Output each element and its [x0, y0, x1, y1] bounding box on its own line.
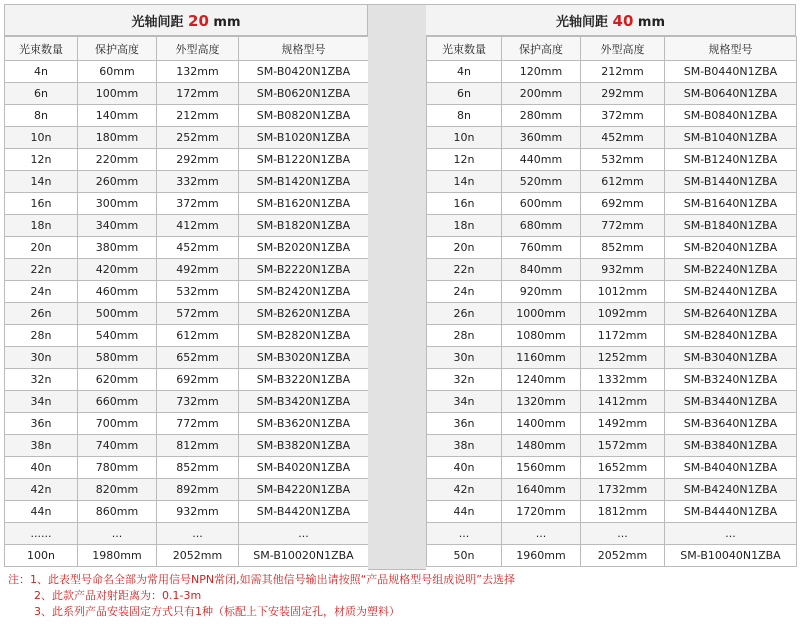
table-row: [5, 259, 369, 281]
table-row: [427, 369, 797, 391]
cell-model: SM-B2040N1ZBA: [665, 237, 797, 259]
cell-model: SM-B0840N1ZBA: [665, 105, 797, 127]
cell-outer-height: 1652mm: [581, 457, 665, 479]
cell-beam-count: 36n: [5, 413, 78, 435]
footnotes: [8, 572, 515, 620]
table-row: [5, 457, 369, 479]
cell-outer-height: 372mm: [581, 105, 665, 127]
cell-model: SM-B1620N1ZBA: [239, 193, 369, 215]
cell-beam-count: 18n: [5, 215, 78, 237]
table-row: [5, 391, 369, 413]
table-row: [5, 303, 369, 325]
cell-outer-height: 1012mm: [581, 281, 665, 303]
cell-beam-count: 4n: [427, 61, 502, 83]
cell-protect-height: ...: [78, 523, 157, 545]
table-row: [427, 347, 797, 369]
header-row: [5, 37, 369, 61]
cell-protect-height: 260mm: [78, 171, 157, 193]
cell-model: SM-B0420N1ZBA: [239, 61, 369, 83]
table-row: [427, 215, 797, 237]
cell-outer-height: 932mm: [157, 501, 239, 523]
table-row: [427, 105, 797, 127]
cell-model: SM-B10040N1ZBA: [665, 545, 797, 567]
cell-protect-height: 760mm: [502, 237, 581, 259]
table-row: [5, 105, 369, 127]
table-row: [427, 501, 797, 523]
cell-outer-height: 852mm: [157, 457, 239, 479]
cell-protect-height: 660mm: [78, 391, 157, 413]
cell-beam-count: 34n: [427, 391, 502, 413]
cell-protect-height: 580mm: [78, 347, 157, 369]
cell-outer-height: 1812mm: [581, 501, 665, 523]
spec-table-body: [427, 61, 797, 567]
cell-outer-height: 332mm: [157, 171, 239, 193]
header-beam-count: 光束数量: [427, 37, 502, 61]
table-divider: [368, 4, 426, 570]
table-row: [427, 83, 797, 105]
cell-model: SM-B1240N1ZBA: [665, 149, 797, 171]
table-row: [427, 479, 797, 501]
cell-model: SM-B1640N1ZBA: [665, 193, 797, 215]
cell-outer-height: 1092mm: [581, 303, 665, 325]
cell-outer-height: 692mm: [157, 369, 239, 391]
note-line: 3、此系列产品安装固定方式只有1种（标配上下安装固定孔，材质为塑料）: [34, 605, 400, 618]
cell-protect-height: 1080mm: [502, 325, 581, 347]
cell-model: SM-B1020N1ZBA: [239, 127, 369, 149]
cell-beam-count: 40n: [427, 457, 502, 479]
cell-protect-height: 1560mm: [502, 457, 581, 479]
table-row: [5, 413, 369, 435]
cell-model: SM-B1420N1ZBA: [239, 171, 369, 193]
cell-beam-count: 24n: [5, 281, 78, 303]
cell-model: SM-B1220N1ZBA: [239, 149, 369, 171]
cell-model: SM-B3620N1ZBA: [239, 413, 369, 435]
table-row: [427, 303, 797, 325]
cell-model: SM-B1440N1ZBA: [665, 171, 797, 193]
header-row: [427, 37, 797, 61]
cell-outer-height: 1412mm: [581, 391, 665, 413]
table-row: [5, 281, 369, 303]
cell-outer-height: 532mm: [157, 281, 239, 303]
cell-beam-count: 20n: [427, 237, 502, 259]
table-row: [427, 149, 797, 171]
spec-table-40mm-panel: [426, 4, 796, 567]
table-title-40mm: [426, 4, 796, 36]
cell-beam-count: 28n: [427, 325, 502, 347]
cell-model: SM-B4220N1ZBA: [239, 479, 369, 501]
cell-outer-height: 932mm: [581, 259, 665, 281]
cell-model: ...: [665, 523, 797, 545]
cell-beam-count: 40n: [5, 457, 78, 479]
table-row: [427, 523, 797, 545]
table-row: [5, 325, 369, 347]
table-row: [5, 83, 369, 105]
cell-outer-height: 692mm: [581, 193, 665, 215]
cell-beam-count: 14n: [5, 171, 78, 193]
cell-beam-count: 18n: [427, 215, 502, 237]
cell-protect-height: 1320mm: [502, 391, 581, 413]
cell-model: SM-B0620N1ZBA: [239, 83, 369, 105]
cell-protect-height: 280mm: [502, 105, 581, 127]
cell-protect-height: 1000mm: [502, 303, 581, 325]
cell-protect-height: 500mm: [78, 303, 157, 325]
cell-protect-height: 820mm: [78, 479, 157, 501]
table-row: [427, 325, 797, 347]
header-outer-height: 外型高度: [157, 37, 239, 61]
cell-outer-height: 492mm: [157, 259, 239, 281]
cell-outer-height: ...: [581, 523, 665, 545]
table-row: [427, 259, 797, 281]
cell-beam-count: 14n: [427, 171, 502, 193]
title-prefix: 光轴间距: [555, 15, 608, 30]
cell-protect-height: 1240mm: [502, 369, 581, 391]
cell-beam-count: 22n: [427, 259, 502, 281]
note-line: 注：1、此表型号命名全部为常用信号NPN常闭,如需其他信号输出请按照“产品规格型号组成说明”去选择: [8, 573, 515, 586]
cell-protect-height: 740mm: [78, 435, 157, 457]
cell-model: SM-B2420N1ZBA: [239, 281, 369, 303]
cell-model: SM-B3840N1ZBA: [665, 435, 797, 457]
cell-model: SM-B3420N1ZBA: [239, 391, 369, 413]
cell-outer-height: 1332mm: [581, 369, 665, 391]
note-line: 2、此款产品对射距离为：0.1-3m: [34, 589, 202, 602]
cell-beam-count: 100n: [5, 545, 78, 567]
header-protect-height: 保护高度: [502, 37, 581, 61]
table-row: [427, 391, 797, 413]
table-row: [5, 545, 369, 567]
cell-beam-count: 34n: [5, 391, 78, 413]
cell-outer-height: 252mm: [157, 127, 239, 149]
table-row: [427, 127, 797, 149]
cell-model: SM-B2620N1ZBA: [239, 303, 369, 325]
table-row: [427, 413, 797, 435]
cell-outer-height: 132mm: [157, 61, 239, 83]
cell-model: SM-B2440N1ZBA: [665, 281, 797, 303]
cell-outer-height: 1572mm: [581, 435, 665, 457]
cell-model: SM-B3040N1ZBA: [665, 347, 797, 369]
table-row: [5, 435, 369, 457]
cell-protect-height: 700mm: [78, 413, 157, 435]
cell-protect-height: ...: [502, 523, 581, 545]
title-spacing-value: 20: [188, 12, 209, 30]
cell-outer-height: 612mm: [157, 325, 239, 347]
cell-model: SM-B1820N1ZBA: [239, 215, 369, 237]
cell-model: SM-B3820N1ZBA: [239, 435, 369, 457]
spec-table-20mm-panel: [4, 4, 368, 567]
table-row: [427, 435, 797, 457]
cell-beam-count: 26n: [5, 303, 78, 325]
cell-protect-height: 380mm: [78, 237, 157, 259]
cell-model: SM-B4420N1ZBA: [239, 501, 369, 523]
cell-beam-count: 32n: [427, 369, 502, 391]
cell-protect-height: 1400mm: [502, 413, 581, 435]
cell-outer-height: 1492mm: [581, 413, 665, 435]
cell-outer-height: 732mm: [157, 391, 239, 413]
table-row: [427, 457, 797, 479]
title-prefix: 光轴间距: [131, 15, 184, 30]
cell-model: SM-B0440N1ZBA: [665, 61, 797, 83]
cell-beam-count: 16n: [427, 193, 502, 215]
cell-protect-height: 780mm: [78, 457, 157, 479]
cell-model: SM-B4040N1ZBA: [665, 457, 797, 479]
cell-beam-count: 44n: [427, 501, 502, 523]
cell-model: SM-B4020N1ZBA: [239, 457, 369, 479]
table-row: [5, 501, 369, 523]
cell-outer-height: 1252mm: [581, 347, 665, 369]
cell-outer-height: 1172mm: [581, 325, 665, 347]
cell-beam-count: 32n: [5, 369, 78, 391]
cell-protect-height: 1160mm: [502, 347, 581, 369]
cell-outer-height: 172mm: [157, 83, 239, 105]
cell-protect-height: 520mm: [502, 171, 581, 193]
cell-beam-count: 10n: [5, 127, 78, 149]
cell-beam-count: 30n: [427, 347, 502, 369]
cell-protect-height: 60mm: [78, 61, 157, 83]
cell-protect-height: 860mm: [78, 501, 157, 523]
cell-protect-height: 140mm: [78, 105, 157, 127]
table-row: [427, 237, 797, 259]
cell-beam-count: 36n: [427, 413, 502, 435]
cell-protect-height: 840mm: [502, 259, 581, 281]
cell-outer-height: 292mm: [157, 149, 239, 171]
cell-outer-height: 532mm: [581, 149, 665, 171]
cell-outer-height: 572mm: [157, 303, 239, 325]
cell-outer-height: 852mm: [581, 237, 665, 259]
cell-protect-height: 1960mm: [502, 545, 581, 567]
spec-table-40mm: [426, 36, 797, 567]
cell-model: SM-B0820N1ZBA: [239, 105, 369, 127]
cell-beam-count: 16n: [5, 193, 78, 215]
spec-table-body: [5, 61, 369, 567]
cell-beam-count: 6n: [5, 83, 78, 105]
cell-outer-height: 892mm: [157, 479, 239, 501]
cell-model: SM-B4240N1ZBA: [665, 479, 797, 501]
cell-protect-height: 300mm: [78, 193, 157, 215]
table-row: [5, 193, 369, 215]
cell-protect-height: 440mm: [502, 149, 581, 171]
cell-model: SM-B2220N1ZBA: [239, 259, 369, 281]
cell-beam-count: 30n: [5, 347, 78, 369]
table-title-20mm: [4, 4, 368, 36]
cell-beam-count: ......: [5, 523, 78, 545]
title-unit: mm: [213, 15, 241, 30]
cell-outer-height: 212mm: [581, 61, 665, 83]
cell-outer-height: 772mm: [157, 413, 239, 435]
cell-beam-count: 28n: [5, 325, 78, 347]
cell-model: SM-B3440N1ZBA: [665, 391, 797, 413]
table-row: [5, 479, 369, 501]
cell-outer-height: 2052mm: [581, 545, 665, 567]
cell-beam-count: 50n: [427, 545, 502, 567]
header-model: 规格型号: [665, 37, 797, 61]
cell-model: SM-B4440N1ZBA: [665, 501, 797, 523]
cell-protect-height: 180mm: [78, 127, 157, 149]
cell-protect-height: 460mm: [78, 281, 157, 303]
table-row: [427, 545, 797, 567]
cell-beam-count: 24n: [427, 281, 502, 303]
cell-outer-height: 612mm: [581, 171, 665, 193]
cell-protect-height: 1980mm: [78, 545, 157, 567]
cell-model: SM-B3020N1ZBA: [239, 347, 369, 369]
cell-beam-count: 26n: [427, 303, 502, 325]
header-protect-height: 保护高度: [78, 37, 157, 61]
table-row: [5, 347, 369, 369]
cell-beam-count: 20n: [5, 237, 78, 259]
cell-beam-count: 38n: [427, 435, 502, 457]
cell-protect-height: 1480mm: [502, 435, 581, 457]
cell-model: SM-B2020N1ZBA: [239, 237, 369, 259]
table-row: [427, 61, 797, 83]
cell-model: SM-B2820N1ZBA: [239, 325, 369, 347]
cell-protect-height: 600mm: [502, 193, 581, 215]
table-row: [5, 149, 369, 171]
cell-beam-count: 8n: [5, 105, 78, 127]
cell-protect-height: 540mm: [78, 325, 157, 347]
cell-outer-height: ...: [157, 523, 239, 545]
cell-outer-height: 372mm: [157, 193, 239, 215]
cell-protect-height: 360mm: [502, 127, 581, 149]
cell-protect-height: 100mm: [78, 83, 157, 105]
cell-model: SM-B10020N1ZBA: [239, 545, 369, 567]
cell-outer-height: 292mm: [581, 83, 665, 105]
cell-beam-count: 8n: [427, 105, 502, 127]
cell-protect-height: 220mm: [78, 149, 157, 171]
cell-outer-height: 212mm: [157, 105, 239, 127]
cell-beam-count: ...: [427, 523, 502, 545]
cell-outer-height: 412mm: [157, 215, 239, 237]
title-unit: mm: [637, 15, 666, 30]
cell-outer-height: 2052mm: [157, 545, 239, 567]
cell-model: SM-B3220N1ZBA: [239, 369, 369, 391]
cell-model: SM-B2240N1ZBA: [665, 259, 797, 281]
cell-beam-count: 42n: [427, 479, 502, 501]
cell-beam-count: 4n: [5, 61, 78, 83]
header-model: 规格型号: [239, 37, 369, 61]
cell-beam-count: 12n: [5, 149, 78, 171]
cell-protect-height: 920mm: [502, 281, 581, 303]
cell-protect-height: 1720mm: [502, 501, 581, 523]
cell-model: SM-B3240N1ZBA: [665, 369, 797, 391]
cell-protect-height: 680mm: [502, 215, 581, 237]
cell-outer-height: 1732mm: [581, 479, 665, 501]
table-row: [5, 171, 369, 193]
cell-model: SM-B2840N1ZBA: [665, 325, 797, 347]
cell-model: SM-B2640N1ZBA: [665, 303, 797, 325]
cell-protect-height: 420mm: [78, 259, 157, 281]
cell-beam-count: 38n: [5, 435, 78, 457]
cell-outer-height: 452mm: [581, 127, 665, 149]
table-row: [5, 215, 369, 237]
table-row: [5, 237, 369, 259]
header-beam-count: 光束数量: [5, 37, 78, 61]
cell-beam-count: 44n: [5, 501, 78, 523]
cell-protect-height: 1640mm: [502, 479, 581, 501]
table-row: [5, 127, 369, 149]
title-spacing-value: 40: [612, 12, 634, 30]
cell-model: SM-B1840N1ZBA: [665, 215, 797, 237]
cell-beam-count: 42n: [5, 479, 78, 501]
cell-protect-height: 620mm: [78, 369, 157, 391]
cell-beam-count: 10n: [427, 127, 502, 149]
cell-model: SM-B1040N1ZBA: [665, 127, 797, 149]
cell-protect-height: 120mm: [502, 61, 581, 83]
table-row: [427, 171, 797, 193]
cell-protect-height: 200mm: [502, 83, 581, 105]
cell-model: SM-B0640N1ZBA: [665, 83, 797, 105]
header-outer-height: 外型高度: [581, 37, 665, 61]
table-row: [5, 61, 369, 83]
table-row: [5, 523, 369, 545]
table-row: [427, 281, 797, 303]
cell-beam-count: 12n: [427, 149, 502, 171]
cell-protect-height: 340mm: [78, 215, 157, 237]
cell-model: SM-B3640N1ZBA: [665, 413, 797, 435]
cell-outer-height: 452mm: [157, 237, 239, 259]
cell-outer-height: 652mm: [157, 347, 239, 369]
spec-table-20mm: [4, 36, 369, 567]
table-row: [427, 193, 797, 215]
table-row: [5, 369, 369, 391]
cell-outer-height: 772mm: [581, 215, 665, 237]
cell-outer-height: 812mm: [157, 435, 239, 457]
cell-model: ...: [239, 523, 369, 545]
cell-beam-count: 22n: [5, 259, 78, 281]
cell-beam-count: 6n: [427, 83, 502, 105]
